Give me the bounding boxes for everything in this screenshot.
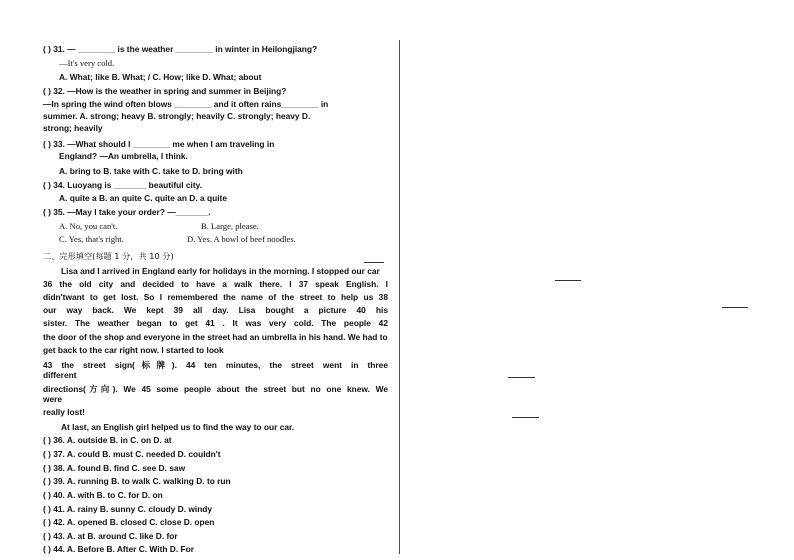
- passage-line-11: were: [43, 394, 63, 404]
- passage-line-5: sister. The weather began to get 41 . It was very cold. The people 42: [43, 318, 388, 328]
- question-37: ( ) 37. A. could B. must C. needed D. couldn't: [43, 449, 221, 459]
- question-38: ( ) 38. A. found B. find C. see D. saw: [43, 463, 186, 473]
- blank-line: [364, 262, 384, 263]
- question-35-option-a: A. No, you can't.: [59, 221, 118, 231]
- section-heading: 二、完形填空(每题 1 分，共 10 分): [43, 251, 174, 261]
- passage-line-6: the door of the shop and everyone in the street had an umbrella in his hand. We had to: [43, 332, 388, 342]
- question-33: ( ) 33. —What should I ________ me when I am traveling in: [43, 139, 275, 149]
- question-31-options: A. What; like B. What; / C. How; like D. What; about: [59, 72, 262, 82]
- question-35-option-c: C. Yes, that's right.: [59, 234, 124, 244]
- passage-line-13: At last, an English girl helped us to find the way to our car.: [61, 422, 295, 432]
- question-43: ( ) 43. A. at B. around C. like D. for: [43, 531, 178, 541]
- question-36: ( ) 36. A. outside B. in C. on D. at: [43, 435, 172, 445]
- question-35-option-b: B. Large, please.: [201, 221, 259, 231]
- passage-line-1: Lisa and I arrived in England early for holidays in the morning. I stopped our car: [61, 266, 380, 276]
- passage-line-4: our way back. We kept 39 all day. Lisa bought a picture 40 his: [43, 305, 388, 315]
- question-40: ( ) 40. A. with B. to C. for D. on: [43, 490, 163, 500]
- passage-line-2: 36 the old city and decided to have a walk there. I 37 speak English. I: [43, 279, 388, 289]
- question-34-options: A. quite a B. an quite C. quite an D. a quite: [59, 193, 227, 203]
- question-35-option-d: D. Yes. A bowl of beef noodles.: [187, 234, 296, 244]
- question-32-line2: —In spring the wind often blows ________ and it often rains________ in: [43, 99, 329, 109]
- question-32: ( ) 32. —How is the weather in spring and summer in Beijing?: [43, 86, 287, 96]
- column-divider: [399, 40, 400, 554]
- blank-line: [722, 307, 748, 308]
- question-44: ( ) 44. A. Before B. After C. With D. For: [43, 544, 194, 554]
- passage-line-7: get back to the car right now. I started to look: [43, 345, 224, 355]
- question-41: ( ) 41. A. rainy B. sunny C. cloudy D. windy: [43, 504, 213, 514]
- blank-line: [508, 377, 535, 378]
- question-33-options: A. bring to B. take with C. take to D. bring with: [59, 166, 243, 176]
- passage-line-8: 43 the street sign(标牌). 44 ten minutes, the street went in three: [43, 360, 388, 370]
- passage-line-3: didn'twant to get lost. So I remembered the name of the street to help us 38: [43, 292, 388, 302]
- question-42: ( ) 42. A. opened B. closed C. close D. open: [43, 517, 215, 527]
- question-31: ( ) 31. — ________ is the weather ________ in winter in Heilongjiang?: [43, 44, 318, 54]
- blank-line: [555, 280, 581, 281]
- question-35: ( ) 35. —May I take your order? —_______.: [43, 207, 211, 217]
- blank-line: [512, 417, 539, 418]
- question-34: ( ) 34. Luoyang is _______ beautiful city.: [43, 180, 203, 190]
- passage-line-10: directions(方向). We 45 some people about the street but no one knew. We: [43, 384, 388, 394]
- question-32-line3: summer. A. strong; heavy B. strongly; heavily C. strongly; heavy D.: [43, 111, 311, 121]
- question-31-answer: —It's very cold.: [59, 58, 115, 68]
- question-33-line2: England? —An umbrella, I think.: [59, 151, 188, 161]
- passage-line-12: really lost!: [43, 407, 85, 417]
- question-39: ( ) 39. A. running B. to walk C. walking D. to run: [43, 476, 231, 486]
- passage-line-9: different: [43, 370, 77, 380]
- question-32-line4: strong; heavily: [43, 123, 103, 133]
